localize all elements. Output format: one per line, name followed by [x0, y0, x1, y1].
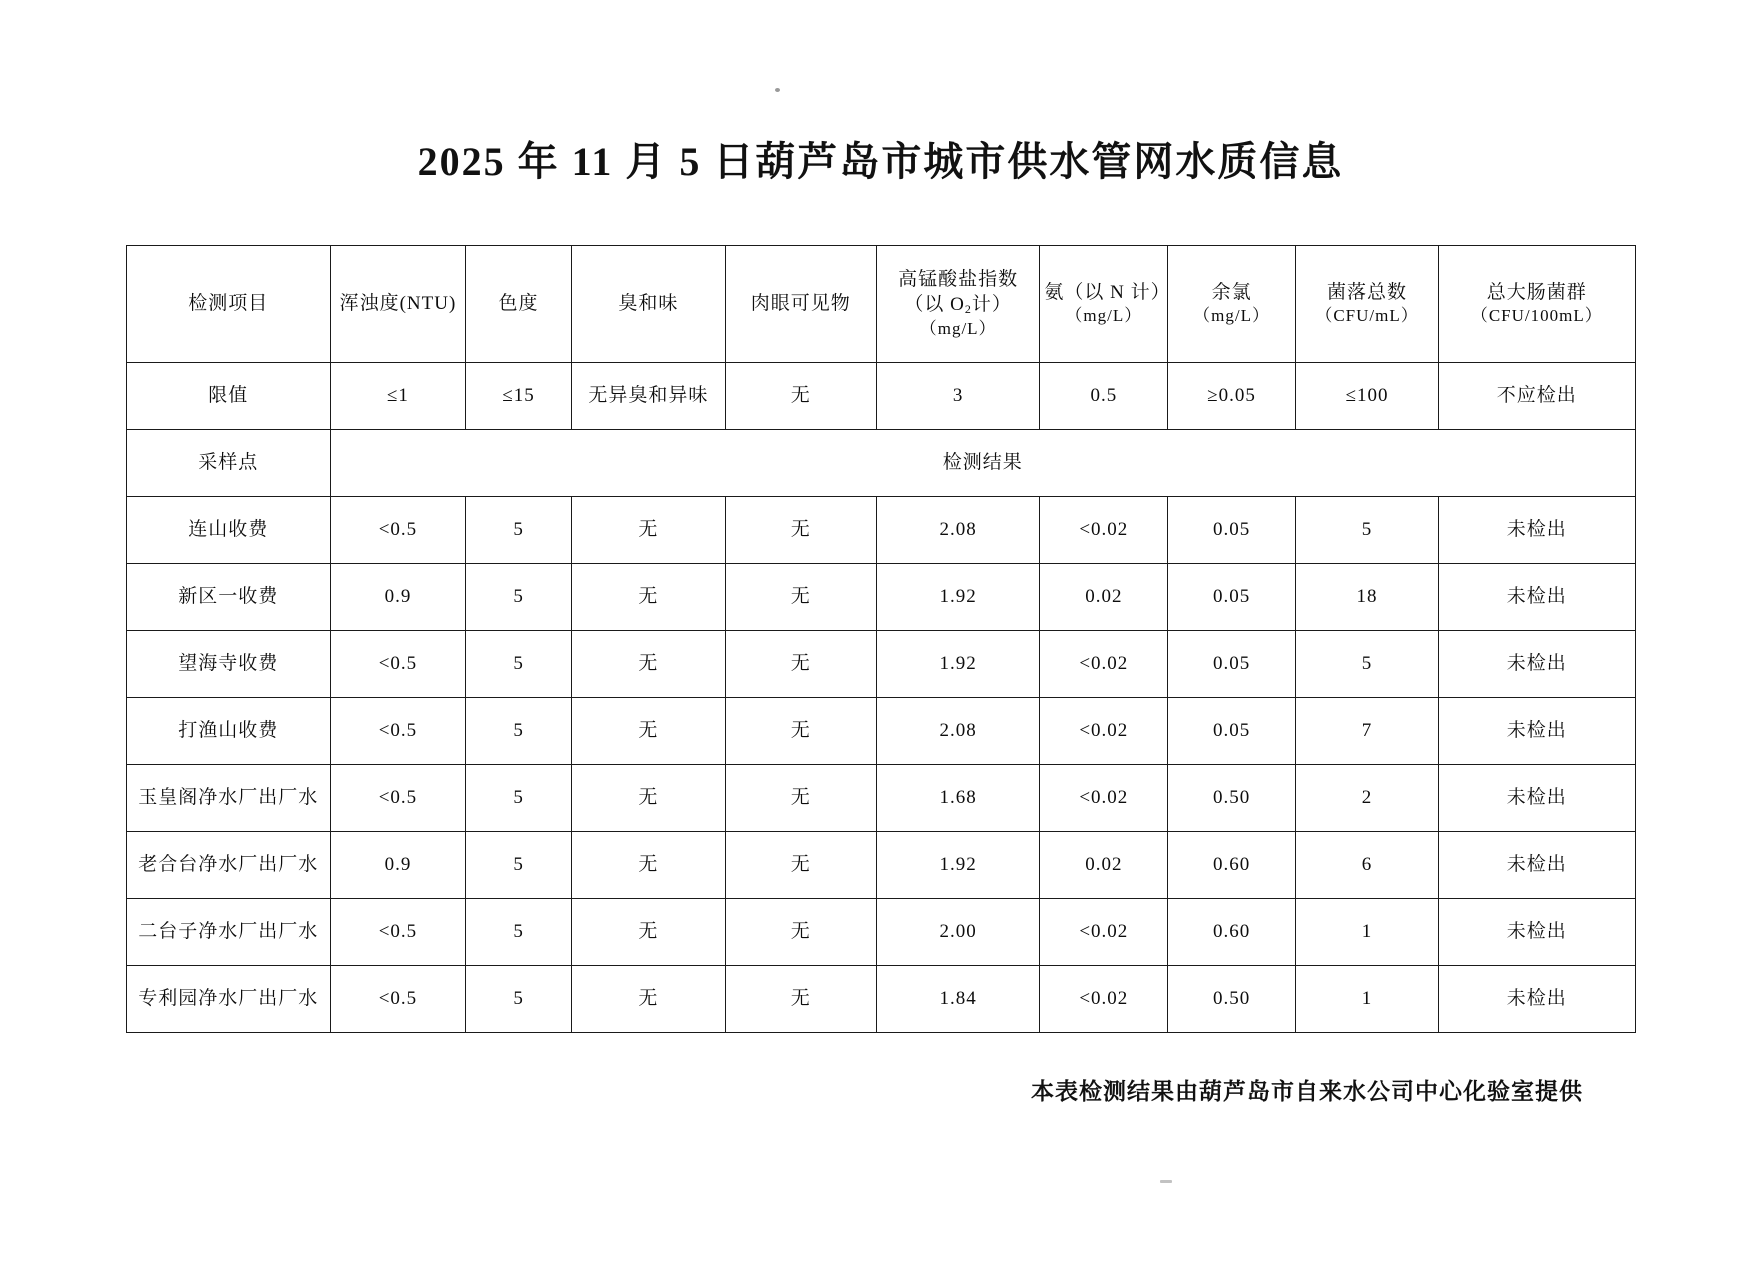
sample-point-name: 连山收费 [126, 497, 330, 564]
cell-colony-count: 18 [1295, 564, 1438, 631]
scan-speck [775, 88, 780, 92]
cell-coliform: 未检出 [1439, 899, 1635, 966]
header-label: 浑浊度(NTU) [339, 292, 457, 314]
header-label: 臭和味 [618, 292, 679, 314]
cell-residual-chlorine: 0.50 [1168, 765, 1296, 832]
cell-visible-matter: 无 [725, 765, 876, 832]
cell-coliform: 未检出 [1439, 966, 1635, 1033]
cell-odor: 无 [572, 631, 725, 698]
cell-visible-matter: 无 [725, 832, 876, 899]
limit-value: 3 [876, 363, 1040, 430]
header-unit: （CFU/100mL） [1470, 306, 1603, 326]
table-row [126, 765, 1635, 832]
sample-point-name: 新区一收费 [126, 564, 330, 631]
page-title: 2025 年 11 月 5 日葫芦岛市城市供水管网水质信息 [417, 139, 1344, 184]
header-label: 氨（以 N 计） [1044, 281, 1171, 303]
cell-colony-count: 5 [1295, 631, 1438, 698]
header-cell-permanganate [876, 246, 1040, 363]
cell-permanganate: 1.92 [876, 564, 1040, 631]
cell-residual-chlorine: 0.05 [1168, 698, 1296, 765]
table-row [126, 698, 1635, 765]
header-unit: （mg/L） [1193, 306, 1271, 326]
cell-visible-matter: 无 [725, 497, 876, 564]
limit-value: ≤100 [1295, 363, 1438, 430]
water-quality-table [126, 245, 1636, 1033]
cell-permanganate: 1.68 [876, 765, 1040, 832]
header-cell-residual-chlorine [1168, 246, 1296, 363]
header-cell-colony-count [1295, 246, 1438, 363]
header-label: 余氯 [1211, 281, 1252, 303]
sample-point-name: 专利园净水厂出厂水 [126, 966, 330, 1033]
sample-point-header-row [126, 430, 1635, 497]
table-row [126, 564, 1635, 631]
cell-coliform: 未检出 [1439, 564, 1635, 631]
cell-coliform: 未检出 [1439, 832, 1635, 899]
limit-row-label: 限值 [126, 363, 330, 430]
header-label: 肉眼可见物 [750, 292, 851, 314]
cell-chroma: 5 [465, 497, 571, 564]
header-label: 高锰酸盐指数 [898, 269, 1019, 291]
cell-visible-matter: 无 [725, 564, 876, 631]
limit-row [126, 363, 1635, 430]
cell-ammonia: <0.02 [1040, 966, 1168, 1033]
cell-permanganate: 2.08 [876, 497, 1040, 564]
sample-point-name: 老合台净水厂出厂水 [126, 832, 330, 899]
header-unit: （mg/L） [1065, 306, 1143, 326]
header-label: 菌落总数 [1327, 281, 1408, 303]
cell-ammonia: <0.02 [1040, 631, 1168, 698]
cell-visible-matter: 无 [725, 899, 876, 966]
cell-turbidity: <0.5 [330, 765, 465, 832]
cell-turbidity: 0.9 [330, 832, 465, 899]
cell-colony-count: 1 [1295, 899, 1438, 966]
cell-colony-count: 7 [1295, 698, 1438, 765]
cell-odor: 无 [572, 765, 725, 832]
cell-turbidity: <0.5 [330, 698, 465, 765]
header-cell-coliform [1439, 246, 1635, 363]
cell-ammonia: <0.02 [1040, 698, 1168, 765]
cell-permanganate: 2.00 [876, 899, 1040, 966]
table-row [126, 631, 1635, 698]
cell-chroma: 5 [465, 631, 571, 698]
sample-point-name: 望海寺收费 [126, 631, 330, 698]
cell-turbidity: 0.9 [330, 564, 465, 631]
cell-ammonia: <0.02 [1040, 899, 1168, 966]
cell-permanganate: 2.08 [876, 698, 1040, 765]
table-row [126, 497, 1635, 564]
sample-point-name: 玉皇阁净水厂出厂水 [126, 765, 330, 832]
limit-value: 不应检出 [1439, 363, 1635, 430]
table-header-row [126, 246, 1635, 363]
cell-permanganate: 1.92 [876, 631, 1040, 698]
table-row [126, 832, 1635, 899]
header-unit: （mg/L） [919, 318, 997, 338]
cell-chroma: 5 [465, 832, 571, 899]
limit-value: ≤15 [465, 363, 571, 430]
water-quality-table-wrapper [126, 245, 1636, 1033]
cell-turbidity: <0.5 [330, 497, 465, 564]
scan-speck [1160, 1180, 1172, 1183]
cell-coliform: 未检出 [1439, 497, 1635, 564]
cell-visible-matter: 无 [725, 631, 876, 698]
header-cell-chroma [465, 246, 571, 363]
limit-value: ≤1 [330, 363, 465, 430]
limit-value: 无 [725, 363, 876, 430]
header-sub-formula: （以 $O_2$计） [904, 293, 1012, 316]
cell-coliform: 未检出 [1439, 631, 1635, 698]
cell-residual-chlorine: 0.60 [1168, 832, 1296, 899]
cell-chroma: 5 [465, 765, 571, 832]
cell-odor: 无 [572, 899, 725, 966]
cell-visible-matter: 无 [725, 698, 876, 765]
cell-odor: 无 [572, 832, 725, 899]
cell-turbidity: <0.5 [330, 966, 465, 1033]
header-label: 色度 [498, 292, 539, 314]
cell-residual-chlorine: 0.05 [1168, 497, 1296, 564]
cell-odor: 无 [572, 497, 725, 564]
limit-value: ≥0.05 [1168, 363, 1296, 430]
cell-chroma: 5 [465, 966, 571, 1033]
cell-ammonia: 0.02 [1040, 832, 1168, 899]
cell-odor: 无 [572, 698, 725, 765]
sample-point-name: 二台子净水厂出厂水 [126, 899, 330, 966]
table-row [126, 966, 1635, 1033]
cell-turbidity: <0.5 [330, 899, 465, 966]
cell-ammonia: <0.02 [1040, 765, 1168, 832]
sample-point-label: 采样点 [126, 430, 330, 497]
cell-residual-chlorine: 0.05 [1168, 564, 1296, 631]
header-label: 总大肠菌群 [1486, 281, 1587, 303]
cell-colony-count: 5 [1295, 497, 1438, 564]
sample-point-name: 打渔山收费 [126, 698, 330, 765]
cell-chroma: 5 [465, 899, 571, 966]
cell-odor: 无 [572, 966, 725, 1033]
cell-turbidity: <0.5 [330, 631, 465, 698]
header-unit: （CFU/mL） [1315, 306, 1419, 326]
cell-residual-chlorine: 0.60 [1168, 899, 1296, 966]
cell-colony-count: 2 [1295, 765, 1438, 832]
cell-permanganate: 1.92 [876, 832, 1040, 899]
limit-value: 0.5 [1040, 363, 1168, 430]
header-cell-odor [572, 246, 725, 363]
cell-chroma: 5 [465, 564, 571, 631]
cell-coliform: 未检出 [1439, 765, 1635, 832]
results-label: 检测结果 [330, 430, 1635, 497]
cell-coliform: 未检出 [1439, 698, 1635, 765]
header-cell-turbidity [330, 246, 465, 363]
header-cell-visible-matter [725, 246, 876, 363]
cell-visible-matter: 无 [725, 966, 876, 1033]
footer-note: 本表检测结果由葫芦岛市自来水公司中心化验室提供 [1031, 1079, 1583, 1104]
cell-colony-count: 1 [1295, 966, 1438, 1033]
cell-odor: 无 [572, 564, 725, 631]
table-row [126, 899, 1635, 966]
cell-ammonia: 0.02 [1040, 564, 1168, 631]
cell-residual-chlorine: 0.50 [1168, 966, 1296, 1033]
cell-chroma: 5 [465, 698, 571, 765]
cell-residual-chlorine: 0.05 [1168, 631, 1296, 698]
header-cell-item: 检测项目 [126, 246, 330, 363]
cell-permanganate: 1.84 [876, 966, 1040, 1033]
header-cell-ammonia [1040, 246, 1171, 363]
cell-colony-count: 6 [1295, 832, 1438, 899]
cell-ammonia: <0.02 [1040, 497, 1168, 564]
limit-value: 无异臭和异味 [572, 363, 725, 430]
